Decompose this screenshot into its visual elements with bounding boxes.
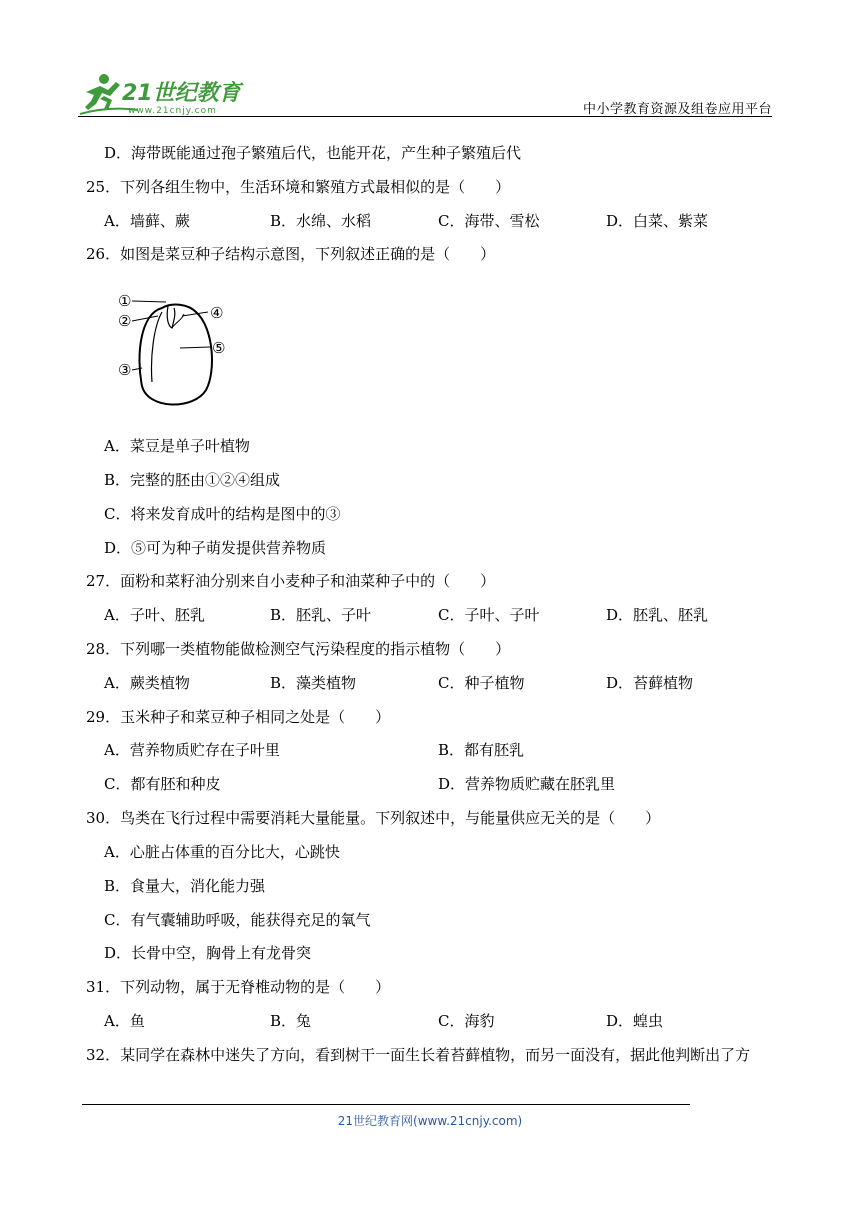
page-header — [78, 66, 772, 118]
q30-option-a: A．心脏占体重的百分比大，心跳快 — [104, 843, 340, 861]
q25-option-b: B．水绵、水稻 — [270, 212, 372, 230]
q26-option-b: B．完整的胚由①②④组成 — [104, 471, 281, 489]
q31-stem: 31．下列动物，属于无脊椎动物的是（ ） — [86, 978, 391, 996]
q27-option-a: A．子叶、胚乳 — [104, 606, 205, 624]
q27-option-b: B．胚乳、子叶 — [270, 606, 372, 624]
q24-option-d: D．海带既能通过孢子繁殖后代，也能开花，产生种子繁殖后代 — [104, 144, 522, 162]
cotyledon-edge — [151, 312, 162, 382]
label-2: ② — [118, 312, 132, 330]
q26-option-a: A．菜豆是单子叶植物 — [104, 437, 250, 455]
q28-stem: 28．下列哪一类植物能做检测空气污染程度的指示植物（ ） — [86, 640, 511, 658]
label-4: ④ — [210, 304, 224, 322]
q29-option-d: D．营养物质贮藏在胚乳里 — [438, 775, 616, 793]
q31-option-a: A．鱼 — [104, 1012, 145, 1030]
q25-option-d: D．白菜、紫菜 — [606, 212, 709, 230]
logo-text: 21世纪教育 — [122, 81, 241, 106]
q28-option-b: B．藻类植物 — [270, 674, 357, 692]
header-divider — [78, 116, 772, 117]
q30-option-b: B．食量大，消化能力强 — [104, 877, 266, 895]
label-3: ③ — [118, 361, 132, 379]
q29-option-c: C．都有胚和种皮 — [104, 775, 221, 793]
q28-option-d: D．苔藓植物 — [606, 674, 694, 692]
footer-divider — [82, 1104, 690, 1105]
q27-option-d: D．胚乳、胚乳 — [606, 606, 709, 624]
q25-stem: 25．下列各组生物中，生活环境和繁殖方式最相似的是（ ） — [86, 178, 511, 196]
site-logo — [78, 70, 248, 116]
bean-seed-diagram — [110, 286, 240, 416]
q29-option-b: B．都有胚乳 — [438, 741, 525, 759]
q30-option-d: D．长骨中空，胸骨上有龙骨突 — [104, 944, 312, 962]
q26-option-c: C．将来发育成叶的结构是图中的③ — [104, 505, 341, 523]
label-5: ⑤ — [212, 339, 226, 357]
q30-option-c: C．有气囊辅助呼吸，能获得充足的氧气 — [104, 911, 371, 929]
q31-option-d: D．蝗虫 — [606, 1012, 664, 1030]
logo-url: www.21cnjy.com — [128, 106, 217, 116]
q28-option-a: A．蕨类植物 — [104, 674, 190, 692]
footer-link[interactable]: 21世纪教育网(www.21cnjy.com) — [337, 1114, 523, 1128]
q31-option-b: B．兔 — [270, 1012, 312, 1030]
seed-coat-outline — [139, 305, 212, 405]
q30-stem: 30．鸟类在飞行过程中需要消耗大量能量。下列叙述中，与能量供应无关的是（ ） — [86, 809, 661, 827]
q31-option-c: C．海豹 — [438, 1012, 495, 1030]
plumule-shape — [167, 306, 175, 328]
label-1: ① — [118, 292, 132, 310]
q28-option-c: C．种子植物 — [438, 674, 525, 692]
platform-tagline: 中小学教育资源及组卷应用平台 — [582, 102, 772, 117]
q32-stem: 32．某同学在森林中迷失了方向，看到树干一面生长着苔藓植物，而另一面没有，据此他判断出了方 — [86, 1046, 751, 1064]
q27-option-c: C．子叶、子叶 — [438, 606, 540, 624]
q26-stem: 26．如图是菜豆种子结构示意图，下列叙述正确的是（ ） — [86, 245, 496, 263]
q29-stem: 29．玉米种子和菜豆种子相同之处是（ ） — [86, 708, 391, 726]
q25-option-c: C．海带、雪松 — [438, 212, 540, 230]
q26-option-d: D．⑤可为种子萌发提供营养物质 — [104, 539, 327, 557]
q25-option-a: A．墙藓、蕨 — [104, 212, 190, 230]
q29-option-a: A．营养物质贮存在子叶里 — [104, 741, 280, 759]
q27-stem: 27．面粉和菜籽油分别来自小麦种子和油菜种子中的（ ） — [86, 572, 496, 590]
